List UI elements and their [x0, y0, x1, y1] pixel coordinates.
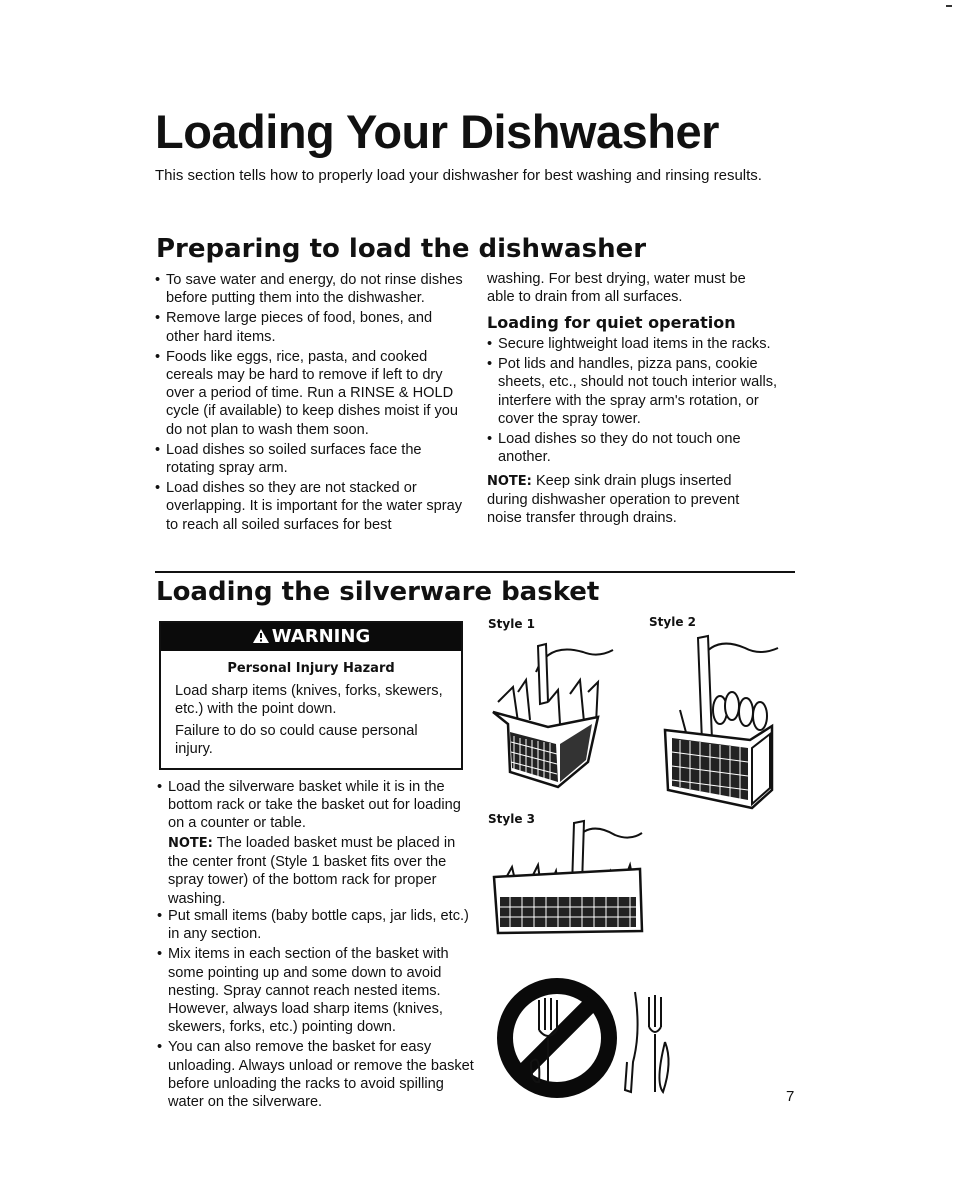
warning-box	[159, 621, 463, 770]
list-item: • Foods like eggs, rice, pasta, and cooked cereals may be hard to remove if left to dry over a period of time. Run a RINSE & HOLD cycle (if available) to keep dishes moist if you do not plan to wash them soon.	[155, 348, 465, 439]
warning-text	[161, 682, 461, 758]
caption-style-3: Style 3	[488, 812, 535, 826]
caption-style-2: Style 2	[649, 615, 696, 629]
style-1-basket-illustration	[488, 632, 618, 792]
list-item: • Load the silverware basket while it is in the bottom rack or take the basket out for loading on a counter or table.	[157, 778, 477, 833]
no-points-up-prohibition-icon	[495, 972, 680, 1107]
list-item: • Load dishes so soiled surfaces face the rotating spray arm.	[155, 441, 465, 477]
style-3-basket-illustration	[490, 815, 650, 935]
preparing-list	[155, 271, 465, 536]
warning-line: Load sharp items (knives, forks, skewers, etc.) with the point down.	[175, 683, 443, 717]
scan-mark	[946, 5, 952, 7]
list-item: • Put small items (baby bottle caps, jar lids, etc.) in any section.	[157, 907, 477, 943]
note-text: The loaded basket must be placed in the center front (Style 1 basket fits over the spray tower) of the bottom rack for proper washing.	[168, 835, 456, 907]
silverware-note	[168, 834, 476, 908]
page-title: Loading Your Dishwasher	[155, 105, 719, 158]
caption-style-1: Style 1	[488, 617, 535, 631]
preparing-heading: Preparing to load the dishwasher	[156, 234, 647, 264]
silverware-list-2	[157, 907, 477, 1113]
silverware-list-1	[157, 778, 477, 835]
section-divider	[155, 571, 795, 573]
warning-triangle-icon	[252, 628, 270, 644]
warning-label: WARNING	[271, 626, 371, 647]
list-item: • To save water and energy, do not rinse dishes before putting them into the dishwasher.	[155, 271, 465, 307]
warning-line: Failure to do so could cause personal injury.	[175, 723, 418, 757]
silverware-heading: Loading the silverware basket	[156, 577, 600, 607]
quiet-note	[487, 472, 762, 528]
page-number: 7	[786, 1088, 795, 1105]
quiet-list	[487, 335, 797, 468]
list-item: • Mix items in each section of the basket with some pointing up and some down to avoid nesting. Spray cannot reach nested items. However, always load sharp items (knives, skewers, forks, etc.) pointing down.	[157, 945, 477, 1036]
note-label: NOTE:	[168, 836, 213, 851]
list-item: • Remove large pieces of food, bones, and other hard items.	[155, 309, 465, 345]
list-item: • Load dishes so they are not stacked or overlapping. It is important for the water spray to reach all soiled surfaces for best	[155, 479, 465, 534]
list-item: • You can also remove the basket for easy unloading. Always unload or remove the basket before unloading the racks to avoid spilling water on the silverware.	[157, 1038, 477, 1111]
preparing-continuation: washing. For best drying, water must be able to drain from all surfaces.	[487, 271, 746, 306]
style-2-basket-illustration	[660, 630, 780, 810]
note-text: Keep sink drain plugs inserted during dishwasher operation to prevent noise transfer through drains.	[487, 473, 740, 527]
list-item: • Pot lids and handles, pizza pans, cookie sheets, etc., should not touch interior walls, interfere with the spray arm's rotation, or cover the spray tower.	[487, 355, 797, 428]
quiet-heading: Loading for quiet operation	[487, 313, 736, 332]
hazard-title: Personal Injury Hazard	[227, 661, 395, 676]
note-label: NOTE:	[487, 474, 532, 489]
warning-header	[161, 623, 461, 651]
list-item: • Load dishes so they do not touch one another.	[487, 430, 797, 466]
intro-text: This section tells how to properly load your dishwasher for best washing and rinsing results.	[155, 167, 762, 184]
list-item: • Secure lightweight load items in the racks.	[487, 335, 797, 353]
